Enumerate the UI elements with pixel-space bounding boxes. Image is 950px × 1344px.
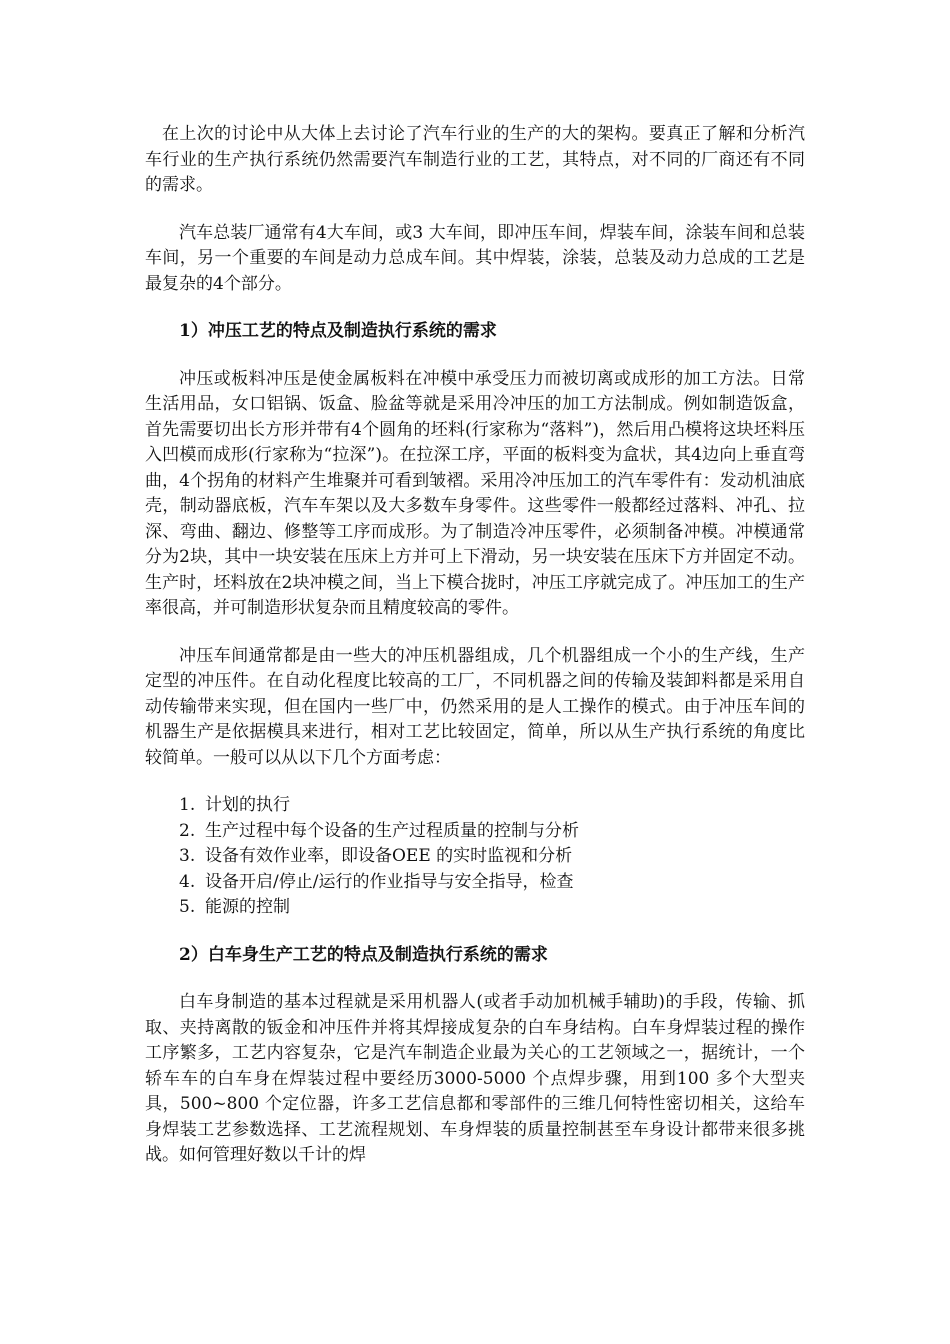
stamping-paragraph-2: 冲压车间通常都是由一些大的冲压机器组成，几个机器组成一个小的生产线，生产定型的冲压件。在自动化程度比较高的工厂，不同机器之间的传输及装卸料都是采用自动传输带来实现，但在国内一些厂中，仍然采用的是人工操作的模式。由于冲压车间的机器生产是依据模具来进行，相对工艺比较固定，简单，所以从生产执行系统的角度比较简单。一般可以从以下几个方面考虑： [145,645,805,768]
workshops-paragraph: 汽车总装厂通常有4大车间，或3 大车间，即冲压车间，焊装车间，涂装车间和总装车间，另一个重要的车间是动力总成车间。其中焊装，涂装，总装及动力总成的工艺是最复杂的4个部分。 [145,222,805,294]
list-item-number: 4. [179,871,196,892]
stamping-paragraph-1: 冲压或板料冲压是使金属板料在冲模中承受压力而被切离或成形的加工方法。日常生活用品，女口铝锅、饭盒、脸盆等就是采用冷冲压的加工方法制成。例如制造饭盒，首先需要切出长方形并带有4个圆角的坯料(行家称为“落料”)，然后用凸模将这块坯料压入凹模而成形(行家称为“拉深”)。在拉深工序，平面的板料变为盒状，其4边向上垂直弯曲，4个拐角的材料产生堆聚并可看到皱褶。采用冷冲压加工的汽车零件有：发动机油底壳，制动器底板，汽车车架以及大多数车身零件。这些零件一般都经过落料、冲孔、拉深、弯曲、翻边、修整等工序而成形。为了制造冷冲压零件，必须制备冲模。冲模通常分为2块，其中一块安装在压床上方并可上下滑动，另一块安装在压床下方并固定不动。生产时，坯料放在2块冲模之间，当上下模合拢时，冲压工序就完成了。冲压加工的生产率很高，并可制造形状复杂而且精度较高的零件。 [145,368,805,618]
list-item-text: 生产过程中每个设备的生产过程质量的控制与分析 [205,820,579,841]
document-page [145,122,805,1169]
list-item [145,793,805,819]
list-item-text: 计划的执行 [205,795,290,815]
list-item [145,895,805,921]
list-item [145,844,805,870]
requirements-list [145,793,805,921]
list-item-text: 设备开启/停止/运行的作业指导与安全指导，检查 [205,871,574,892]
list-item-number: 1. [179,795,196,815]
spacer [145,622,805,644]
section-heading-body-in-white: 2）白车身生产工艺的特点及制造执行系统的需求 [179,944,548,965]
list-item-number: 2. [179,820,196,841]
body-in-white-paragraph-1: 白车身制造的基本过程就是采用机器人(或者手动加机械手辅助)的手段，传输、抓取、夹持离散的钣金和冲压件并将其焊接成复杂的白车身结构。白车身焊装过程的操作工序繁多，工艺内容复杂，它是汽车制造企业最为关心的工艺领域之一，据统计，一个轿车车的白车身在焊装过程中要经历3000-5000 个点焊步骤，用到100 多个大型夹具，500~800 个定位器，许多工艺信息都和零部件的三维几何特性密切相关，这给车身焊装工艺参数选择、工艺流程规划、车身焊装的质量控制甚至车身设计都带来很多挑战。如何管理好数以千计的焊 [145,992,805,1165]
list-item [145,870,805,896]
list-item-number: 5. [179,897,196,917]
spacer [145,921,805,943]
spacer [145,345,805,367]
list-item-number: 3. [179,846,196,866]
list-item [145,819,805,845]
spacer [145,297,805,319]
spacer [145,968,805,990]
intro-paragraph: 在上次的讨论中从大体上去讨论了汽车行业的生产的大的架构。要真正了解和分析汽车行业的生产执行系统仍然需要汽车制造行业的工艺，其特点，对不同的厂商还有不同的需求。 [145,124,805,195]
spacer [145,771,805,793]
section-heading-stamping: 1）冲压工艺的特点及制造执行系统的需求 [179,321,497,341]
spacer [145,199,805,221]
list-item-text: 能源的控制 [205,897,290,917]
list-item-text: 设备有效作业率，即设备OEE 的实时监视和分析 [205,846,573,866]
